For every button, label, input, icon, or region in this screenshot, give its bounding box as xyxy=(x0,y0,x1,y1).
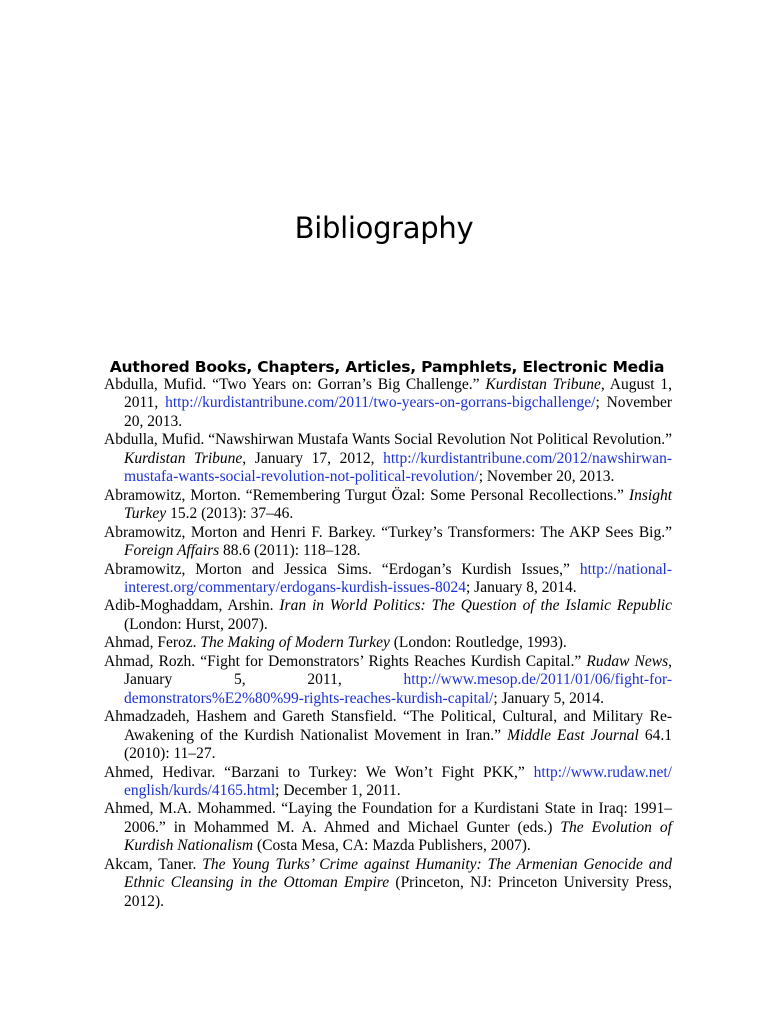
entry-text: ; December 1, 2011. xyxy=(275,781,401,799)
entry-url-link[interactable]: http://www.mesop.de/2011/01/06/fight-for-demonstrators%E2%80%99-rights-reaches-kurdish-capital/ xyxy=(124,671,672,707)
entry-italic-title: Rudaw News xyxy=(586,652,669,670)
entry-text: (Costa Mesa, CA: Mazda Publishers, 2007). xyxy=(253,837,531,855)
entry-text: , January 17, 2012, xyxy=(242,449,384,467)
bibliography-entry xyxy=(104,597,672,634)
bibliography-entry xyxy=(104,653,672,708)
entry-text: Adib-Moghaddam, Arshin. xyxy=(104,597,280,615)
bibliography-entry xyxy=(104,856,672,911)
entry-text: Abramowitz, Morton and Jessica Sims. “Erdogan’s Kurdish Issues,” xyxy=(104,560,580,578)
entry-text: , August 1, 2011, xyxy=(124,376,672,412)
entry-text: Ahmadzadeh, Hashem and Gareth Stansfield. “The Political, Cultural, and Military Re-Awakening of the Kurdish Nationalist Movement in Iran.” xyxy=(104,708,672,744)
bibliography-entry xyxy=(104,764,672,801)
entry-italic-title: Kurdistan Tribune xyxy=(124,449,243,467)
section-heading: Authored Books, Chapters, Articles, Pamphlets, Electronic Media xyxy=(109,357,665,376)
entry-italic-title: The Making of Modern Turkey xyxy=(200,634,390,652)
entry-text: Abdulla, Mufid. “Nawshirwan Mustafa Wants Social Revolution Not Political Revolution.” xyxy=(104,431,672,449)
entry-text: Abramowitz, Morton and Henri F. Barkey. “Turkey’s Transformers: The AKP Sees Big.” xyxy=(104,523,672,541)
entry-italic-title: Insight Turkey xyxy=(124,486,672,523)
bibliography-entry xyxy=(104,708,672,763)
bibliography-entry xyxy=(104,431,672,486)
entry-text: Ahmed, M.A. Mohammed. “Laying the Foundation for a Kurdistani State in Iraq: 1991–2006.” in Mohammed M. A. Ahmed and Michael Gunter (eds.) xyxy=(104,800,672,836)
entry-text: ; January 5, 2014. xyxy=(493,689,604,707)
entry-text: (Princeton, NJ: Princeton University Press, 2012). xyxy=(124,874,672,910)
entry-text: ; November 20, 2013. xyxy=(124,394,672,430)
bibliography-list xyxy=(104,376,672,911)
entry-italic-title: The Evolution of Kurdish Nationalism xyxy=(124,818,672,855)
entry-italic-title: Kurdistan Tribune xyxy=(485,376,601,393)
entry-italic-title: The Young Turks’ Crime against Humanity: The Armenian Genocide and Ethnic Cleansing in the Ottoman Empire xyxy=(124,855,672,892)
entry-text: Ahmad, Feroz. xyxy=(104,634,201,652)
entry-italic-title: Middle East Journal xyxy=(507,726,639,744)
entry-text: (London: Routledge, 1993). xyxy=(389,634,567,652)
entry-text: Akcam, Taner. xyxy=(104,855,203,873)
entry-text: ; January 8, 2014. xyxy=(465,578,577,596)
entry-url-link[interactable]: http://kurdistantribune.com/2012/nawshirwan-mustafa-wants-social-revolution-not-political-revolution/ xyxy=(124,449,672,486)
entry-text: Ahmad, Rozh. “Fight for Demonstrators’ Rights Reaches Kurdish Capital.” xyxy=(104,652,587,670)
entry-text: 88.6 (2011): 118–128. xyxy=(219,542,361,560)
entry-italic-title: Iran in World Politics: The Question of the Islamic Republic xyxy=(279,597,672,615)
entry-text: Abramowitz, Morton. “Remembering Turgut Özal: Some Personal Recollections.” xyxy=(104,486,629,504)
entry-text: Ahmed, Hedivar. “Barzani to Turkey: We Won’t Fight PKK,” xyxy=(104,763,534,781)
entry-url-link[interactable]: http://kurdistantribune.com/2011/two-years-on-gorrans-bigchallenge/ xyxy=(165,394,596,412)
bibliography-entry xyxy=(104,487,672,524)
page-title: Bibliography xyxy=(294,211,474,246)
entry-text: 15.2 (2013): 37–46. xyxy=(166,505,294,523)
entry-text: (London: Hurst, 2007). xyxy=(124,615,268,633)
entry-url-link[interactable]: http://www.rudaw.net/english/kurds/4165.html xyxy=(124,763,672,799)
bibliography-entry xyxy=(104,561,672,598)
bibliography-entry xyxy=(104,524,672,561)
bibliography-entry xyxy=(104,800,672,855)
entry-text: 64.1 (2010): 11–27. xyxy=(124,726,673,763)
entry-text: , January 5, 2011, xyxy=(124,652,672,689)
entry-text: Abdulla, Mufid. “Two Years on: Gorran’s Big Challenge.” xyxy=(104,376,486,393)
bibliography-entry xyxy=(104,376,672,431)
entry-italic-title: Foreign Affairs xyxy=(124,542,220,560)
entry-url-link[interactable]: http://national-interest.org/commentary/erdogans-kurdish-issues-8024 xyxy=(124,560,672,596)
entry-text: ; November 20, 2013. xyxy=(478,468,615,486)
bibliography-entry xyxy=(104,634,672,652)
